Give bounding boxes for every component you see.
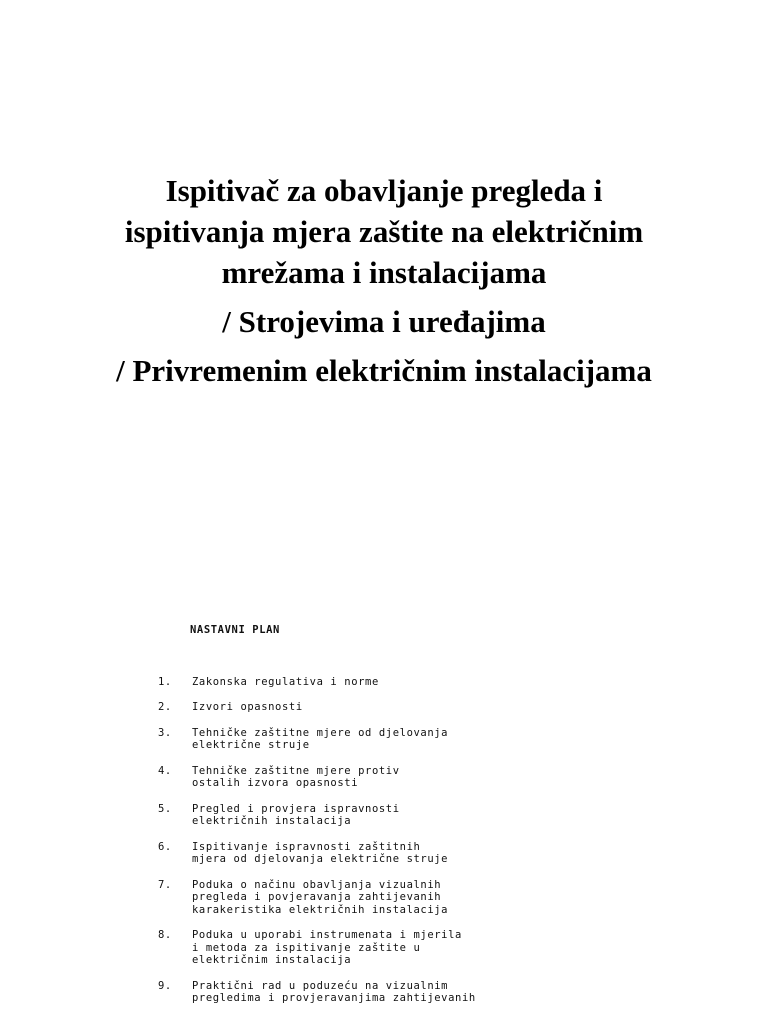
item-text-line: električnim instalacija bbox=[192, 954, 352, 966]
document-title bbox=[0, 170, 768, 391]
item-text bbox=[192, 803, 578, 828]
list-item bbox=[158, 929, 578, 967]
item-number: 4. bbox=[158, 764, 172, 777]
title-line-5: / Privremenim električnim instalacijama bbox=[116, 353, 652, 388]
item-text-line: Tehničke zaštitne mjere od djelovanja bbox=[192, 726, 449, 739]
item-text-line: i metoda za ispitivanje zaštite u bbox=[192, 941, 421, 954]
list-item bbox=[158, 803, 578, 828]
item-text-line: Ispitivanje ispravnosti zaštitnih bbox=[192, 840, 421, 853]
item-number: 2. bbox=[158, 701, 172, 713]
item-text-line: električne struje bbox=[192, 739, 310, 751]
item-number: 8. bbox=[158, 929, 172, 941]
title-line-1: Ispitivač za obavljanje pregleda i bbox=[165, 173, 603, 208]
item-text bbox=[192, 980, 578, 1005]
item-text bbox=[192, 879, 578, 917]
title-line-2: ispitivanja mjera zaštite na električnim bbox=[124, 214, 644, 249]
list-item bbox=[158, 980, 578, 1005]
item-text-line: karakeristika električnih instalacija bbox=[192, 903, 449, 916]
item-text-line: mjera od djelovanja električne struje bbox=[192, 853, 449, 865]
title-line-3: mrežama i instalacijama bbox=[221, 255, 547, 290]
list-item bbox=[158, 701, 578, 714]
item-text bbox=[192, 765, 578, 790]
item-text bbox=[192, 929, 578, 967]
title-line-4: / Strojevima i uređajima bbox=[222, 304, 546, 339]
item-number: 1. bbox=[158, 675, 172, 688]
list-item bbox=[158, 765, 578, 790]
item-text bbox=[192, 727, 578, 752]
curriculum-plan bbox=[158, 624, 578, 1018]
item-text-line: Izvori opasnosti bbox=[192, 701, 303, 713]
item-text bbox=[192, 676, 578, 689]
list-item bbox=[158, 879, 578, 917]
plan-heading: NASTAVNI PLAN bbox=[190, 624, 280, 636]
item-text-line: Poduka u uporabi instrumenata i mjerila bbox=[192, 929, 462, 941]
item-number: 9. bbox=[158, 979, 172, 992]
item-text-line: Tehničke zaštitne mjere protiv bbox=[192, 764, 400, 777]
list-item bbox=[158, 727, 578, 752]
item-text-line: pregleda i povjeravanja zahtijevanih bbox=[192, 891, 442, 903]
item-number: 5. bbox=[158, 802, 172, 815]
item-number: 3. bbox=[158, 726, 172, 739]
item-text bbox=[192, 841, 578, 866]
plan-list bbox=[158, 676, 578, 1005]
item-text-line: Poduka o načinu obavljanja vizualnih bbox=[192, 878, 442, 891]
item-text-line: električnih instalacija bbox=[192, 815, 352, 827]
item-text-line: Praktični rad u poduzeću na vizualnim bbox=[192, 979, 449, 992]
item-number: 6. bbox=[158, 840, 172, 853]
list-item bbox=[158, 841, 578, 866]
item-number: 7. bbox=[158, 878, 172, 891]
item-text-line: Pregled i provjera ispravnosti bbox=[192, 802, 400, 815]
list-item bbox=[158, 676, 578, 689]
item-text-line: Zakonska regulativa i norme bbox=[192, 675, 379, 688]
item-text bbox=[192, 701, 578, 714]
item-text-line: pregledima i provjeravanjima zahtijevanih bbox=[192, 992, 476, 1004]
item-text-line: ostalih izvora opasnosti bbox=[192, 777, 359, 789]
